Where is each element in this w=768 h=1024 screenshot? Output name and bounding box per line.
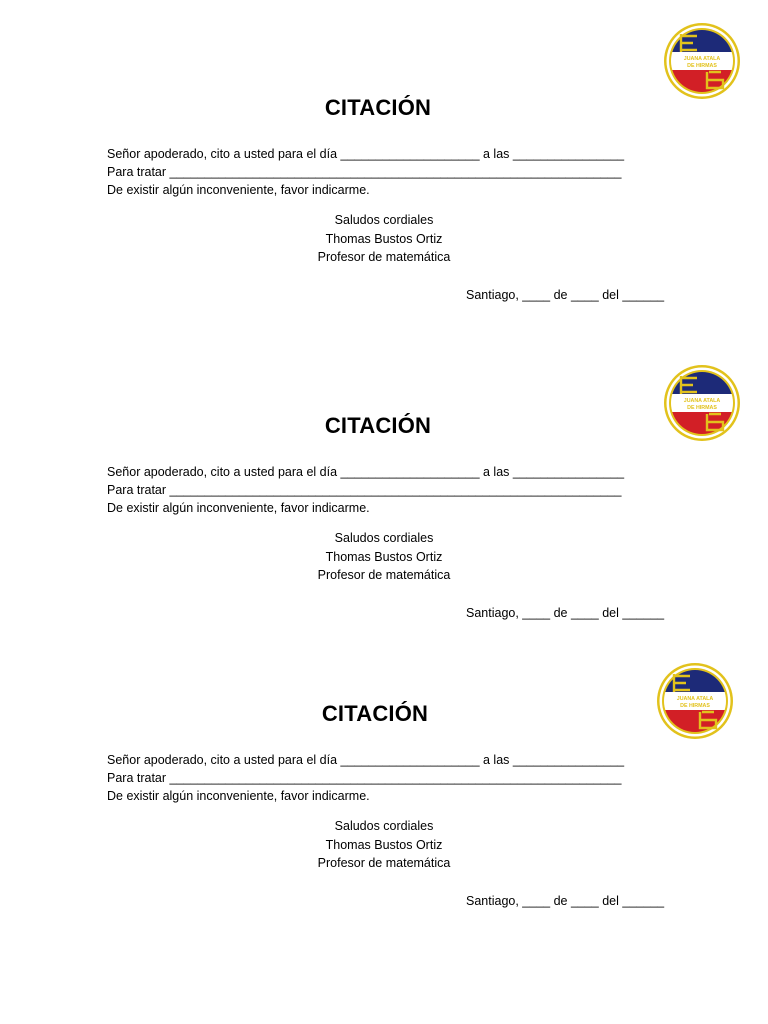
- place-date-line: Santiago, ____ de ____ del ______: [466, 288, 665, 302]
- greeting: Saludos cordiales: [334, 213, 434, 227]
- place-date-line: Santiago, ____ de ____ del ______: [466, 894, 665, 908]
- date-time-line: Señor apoderado, cito a usted para el día ____________________ a las ________________: [107, 465, 625, 479]
- date-time-line: Señor apoderado, cito a usted para el día ____________________ a las ________________: [107, 753, 625, 767]
- signature-block: [234, 211, 534, 267]
- school-crest-icon: [663, 22, 741, 100]
- topic-line: Para tratar _________________________________________________________________: [107, 483, 622, 497]
- teacher-role: Profesor de matemática: [317, 568, 451, 582]
- greeting: Saludos cordiales: [334, 819, 434, 833]
- signature-block: [234, 529, 534, 585]
- topic-line: Para tratar _________________________________________________________________: [107, 771, 622, 785]
- note-line: De existir algún inconveniente, favor indicarme.: [107, 501, 370, 515]
- citation-block-3: [0, 606, 768, 906]
- citation-block-2: [0, 318, 768, 618]
- logo-text-line2: DE HIRMAS: [687, 63, 717, 69]
- citation-title: CITACIÓN: [324, 413, 432, 438]
- logo-text-line2: DE HIRMAS: [680, 703, 710, 709]
- logo-text-line1: JUANA ATALA: [683, 56, 721, 62]
- note-line: De existir algún inconveniente, favor indicarme.: [107, 789, 370, 803]
- teacher-name: Thomas Bustos Ortiz: [325, 837, 443, 852]
- topic-line: Para tratar _________________________________________________________________: [107, 165, 622, 179]
- greeting: Saludos cordiales: [334, 531, 434, 545]
- logo-text-line1: JUANA ATALA: [683, 398, 721, 404]
- place-date-line: Santiago, ____ de ____ del ______: [466, 606, 665, 620]
- note-line: De existir algún inconveniente, favor indicarme.: [107, 183, 370, 197]
- signature-block: [234, 817, 534, 873]
- logo-text-line2: DE HIRMAS: [687, 405, 717, 411]
- citation-title: CITACIÓN: [324, 95, 432, 120]
- teacher-role: Profesor de matemática: [317, 856, 451, 870]
- teacher-role: Profesor de matemática: [317, 250, 451, 264]
- teacher-name: Thomas Bustos Ortiz: [325, 549, 443, 564]
- citation-block-1: [0, 0, 768, 300]
- date-time-line: Señor apoderado, cito a usted para el día ____________________ a las ________________: [107, 147, 625, 161]
- logo-text-line1: JUANA ATALA: [676, 696, 714, 702]
- teacher-name: Thomas Bustos Ortiz: [325, 231, 443, 246]
- citation-title: CITACIÓN: [321, 701, 429, 726]
